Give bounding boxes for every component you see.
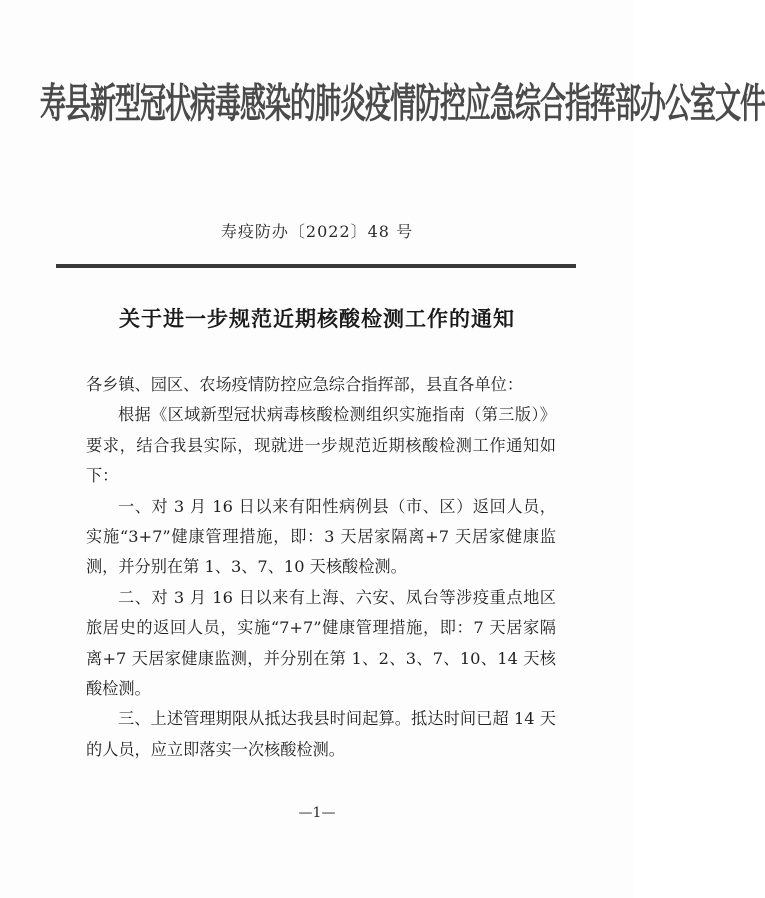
notice-paragraph: 三、上述管理期限从抵达我县时间起算。抵达时间已超 14 天的人员，应立即落实一次核酸检测。 xyxy=(86,709,556,759)
notice-paragraph: 根据《区域新型冠状病毒核酸检测组织实施指南（第三版）》要求，结合我县实际，现就进一步规范近期核酸检测工作通知如下： xyxy=(86,405,556,486)
notice-title: 关于进一步规范近期核酸检测工作的通知 xyxy=(119,306,515,331)
notice-paragraph: 二、对 3 月 16 日以来有上海、六安、凤台等涉疫重点地区旅居史的返回人员，实施“7+7”健康管理措施，即：7 天居家隔离+7 天居家健康监测，并分别在第 1、2、3、7、10、14 天核酸检测。 xyxy=(86,587,556,699)
document-number: 寿疫防办〔2022〕48 号 xyxy=(220,222,414,241)
header-divider-rule xyxy=(56,264,576,268)
page-number: —1— xyxy=(298,805,336,821)
office-header-title: 寿县新型冠状病毒感染的肺炎疫情防控应急综合指挥部办公室文件 xyxy=(40,81,765,128)
notice-paragraph: 一、对 3 月 16 日以来有阳性病例县（市、区）返回人员，实施“3+7”健康管理措施，即：3 天居家隔离+7 天居家健康监测，并分别在第 1、3、7、10 天核酸检测。 xyxy=(86,496,556,577)
notice-body xyxy=(86,370,556,765)
notice-addressee: 各乡镇、园区、农场疫情防控应急综合指挥部，县直各单位： xyxy=(86,375,524,394)
